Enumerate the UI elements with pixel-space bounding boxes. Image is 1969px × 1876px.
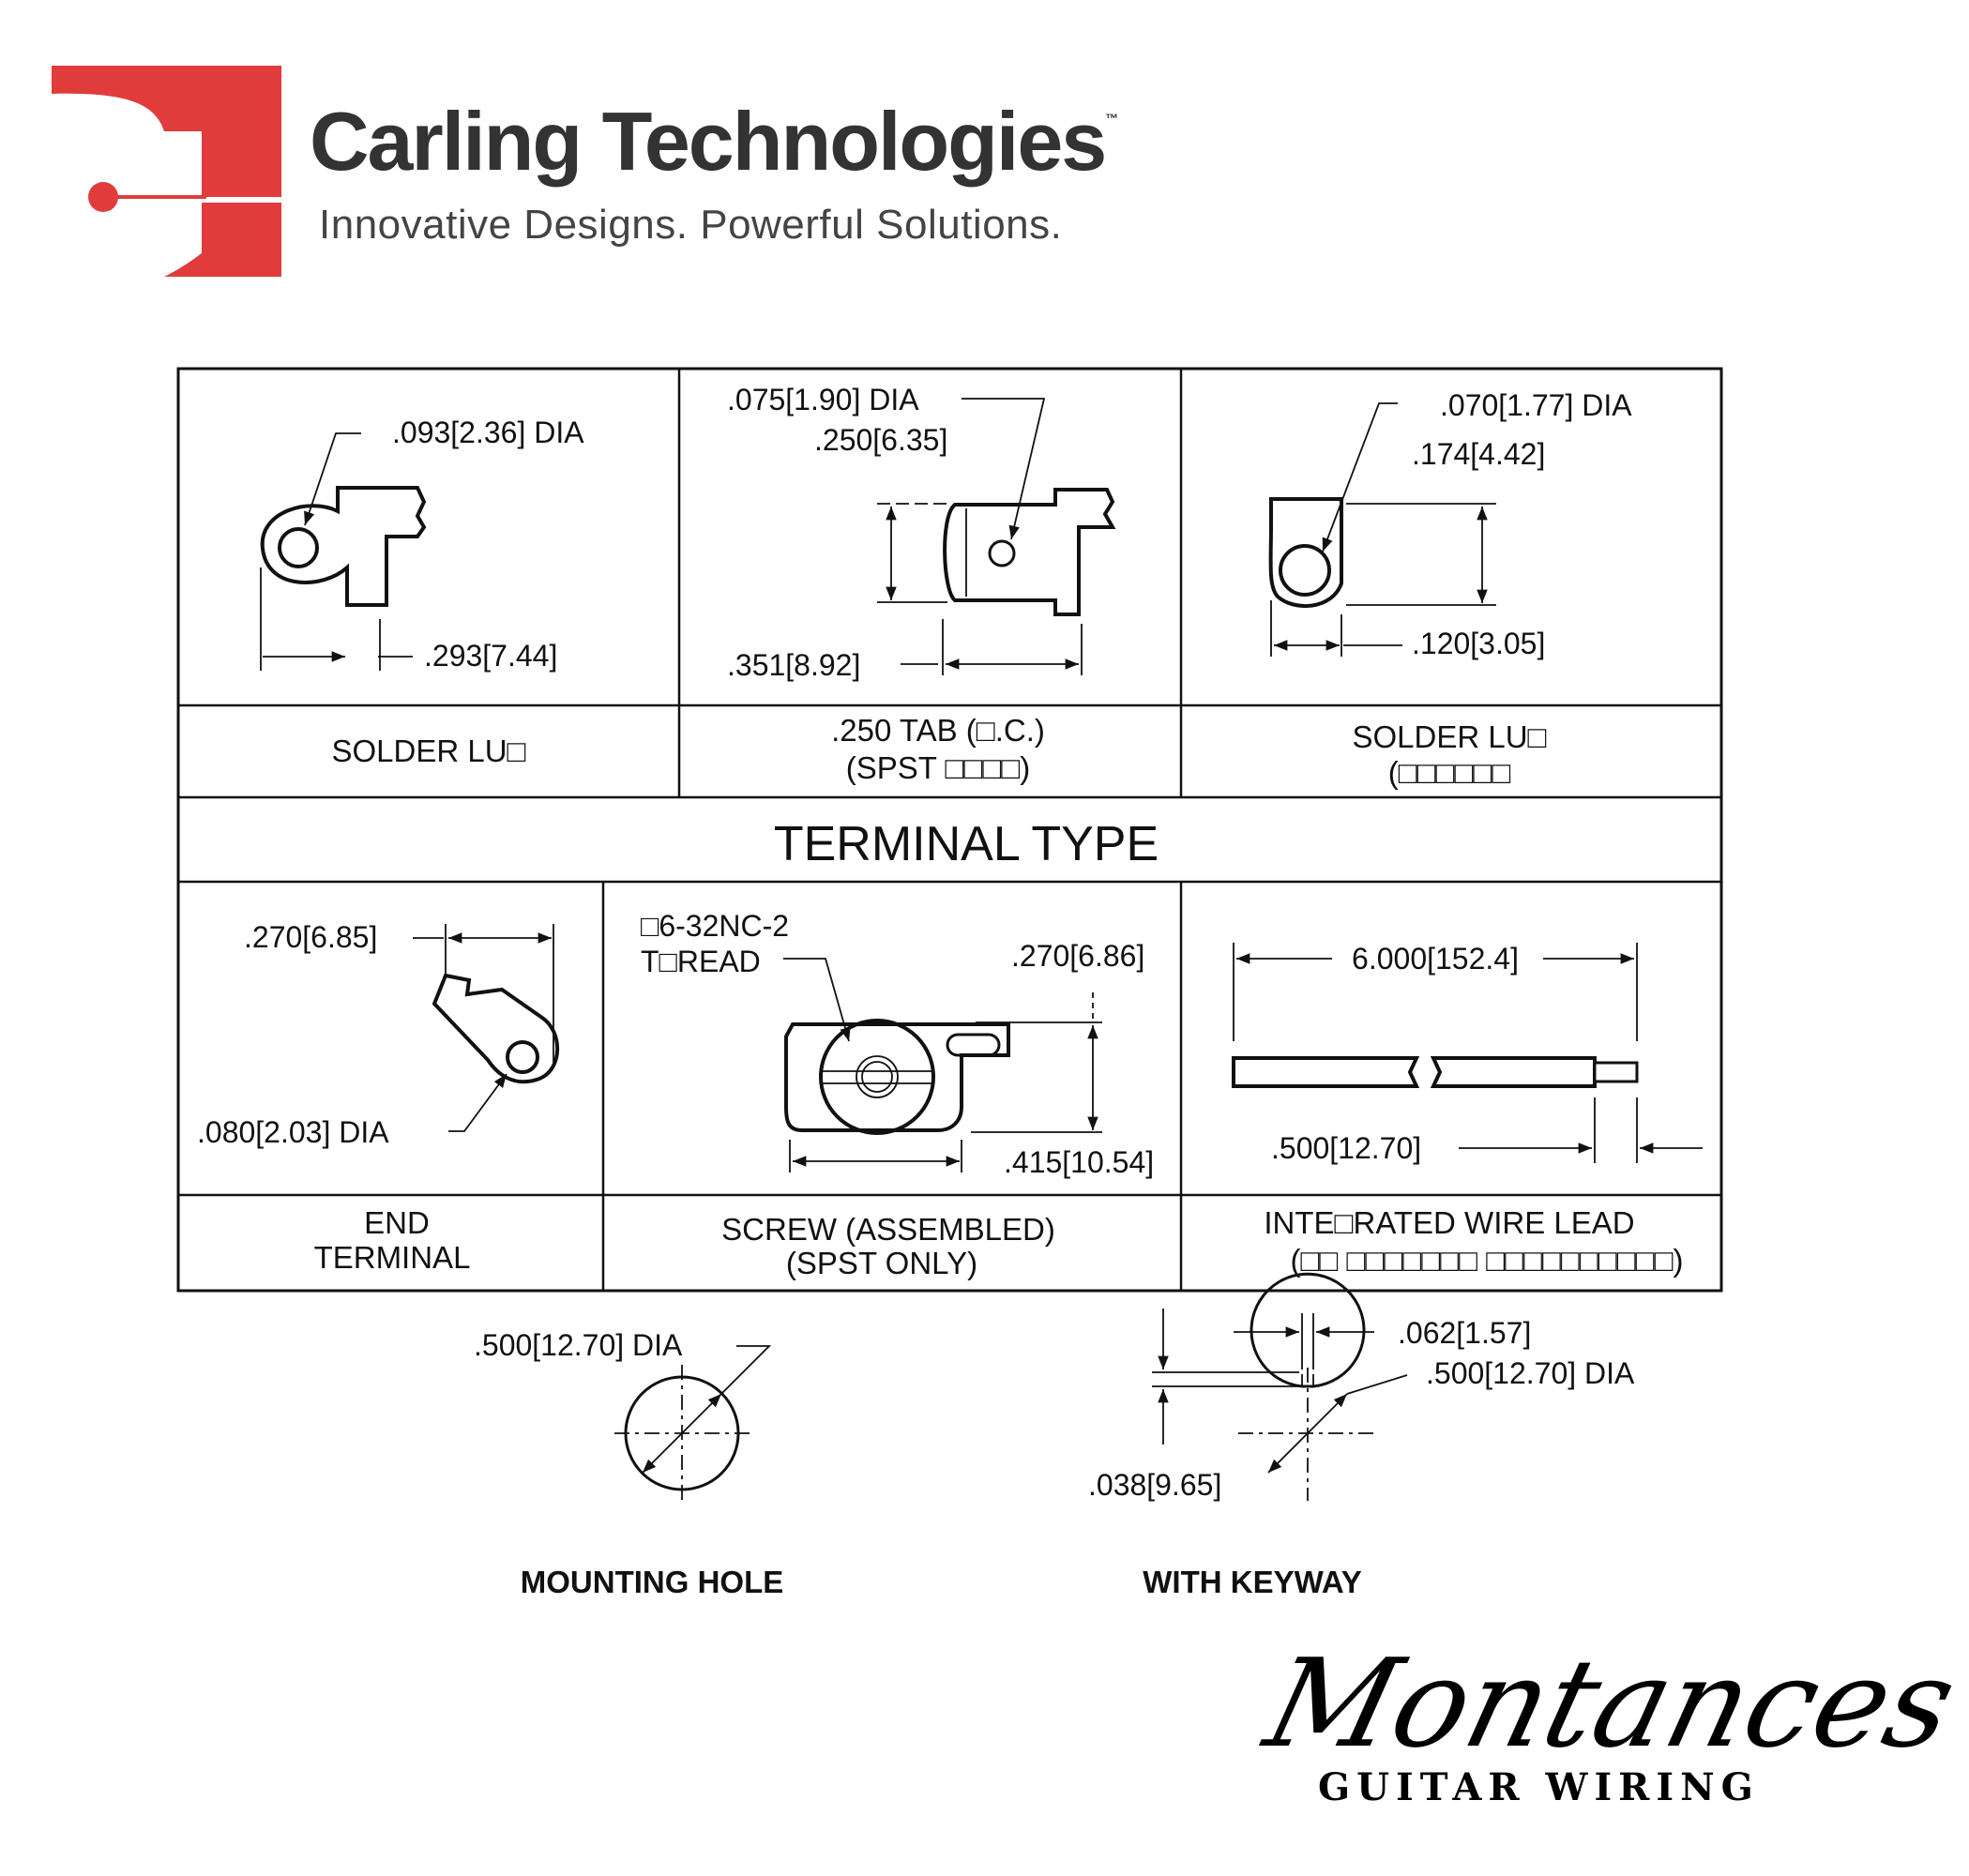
brand-tagline: Innovative Designs. Powerful Solutions. (319, 202, 1063, 248)
trademark: ™ (1105, 111, 1119, 126)
mounting-hole-drawing (614, 1346, 769, 1501)
end-terminal-drawing (413, 924, 557, 1131)
dim-wire-strip: .500[12.70] (1271, 1131, 1422, 1165)
solder-lug-drawing (261, 433, 424, 671)
dim-lug2-height: .174[4.42] (1412, 437, 1546, 471)
dim-keyway-dia: .500[12.70] DIA (1426, 1356, 1635, 1390)
dim-screw-width: .415[10.54] (1004, 1145, 1155, 1179)
label-with-keyway: WITH KEYWAY (1143, 1565, 1362, 1599)
label-end-line1: END (364, 1205, 430, 1240)
label-end-line2: TERMINAL (313, 1240, 471, 1275)
dim-screw-thread-1: □6-32NC-2 (641, 909, 790, 943)
dim-lug-dia: .093[2.36] DIA (392, 416, 584, 449)
dim-mounting-dia: .500[12.70] DIA (474, 1328, 683, 1362)
label-wire-line2: (□□ □□□□□□□ □□□□□□□□□□) (1290, 1243, 1684, 1278)
dim-tab-width: .351[8.92] (727, 648, 861, 682)
dim-tab-height: .250[6.35] (814, 423, 948, 457)
dim-lug-width: .293[7.44] (424, 639, 558, 673)
wire-lead-drawing (1234, 943, 1703, 1163)
dim-screw-thread-2: T□READ (641, 945, 761, 978)
screw-terminal-drawing (783, 959, 1102, 1172)
dim-screw-height: .270[6.86] (1011, 939, 1145, 973)
montances-subtitle: GUITAR WIRING (1318, 1765, 1760, 1809)
brand-name: Carling Technologies™ (310, 95, 1119, 188)
dim-end-width: .270[6.85] (244, 920, 378, 954)
label-lug2-line2: (□□□□□□ (1387, 755, 1511, 790)
label-screw-line1: SCREW (ASSEMBLED) (721, 1212, 1055, 1247)
keyway-drawing (1152, 1274, 1407, 1501)
label-solder-lug: SOLDER LU□ (331, 734, 526, 768)
section-title: TERMINAL TYPE (773, 817, 1159, 871)
label-mounting-hole: MOUNTING HOLE (520, 1565, 784, 1599)
dim-keyway-width: .062[1.57] (1398, 1316, 1532, 1350)
label-lug2-line1: SOLDER LU□ (1352, 719, 1547, 754)
dim-tab-dia: .075[1.90] DIA (727, 383, 919, 416)
label-screw-line2: (SPST ONLY) (785, 1246, 978, 1280)
dim-keyway-depth: .038[9.65] (1088, 1468, 1222, 1502)
dim-lug2-width: .120[3.05] (1412, 627, 1546, 660)
label-tab-line2: (SPST □□□□) (845, 750, 1031, 785)
dim-lug2-dia: .070[1.77] DIA (1440, 388, 1632, 422)
montances-signature: Montances (1253, 1632, 1969, 1775)
label-wire-line1: INTE□RATED WIRE LEAD (1264, 1205, 1635, 1240)
label-tab-line1: .250 TAB (□.C.) (831, 713, 1045, 748)
dim-end-dia: .080[2.03] DIA (197, 1115, 389, 1149)
dim-wire-length: 6.000[152.4] (1352, 942, 1519, 976)
